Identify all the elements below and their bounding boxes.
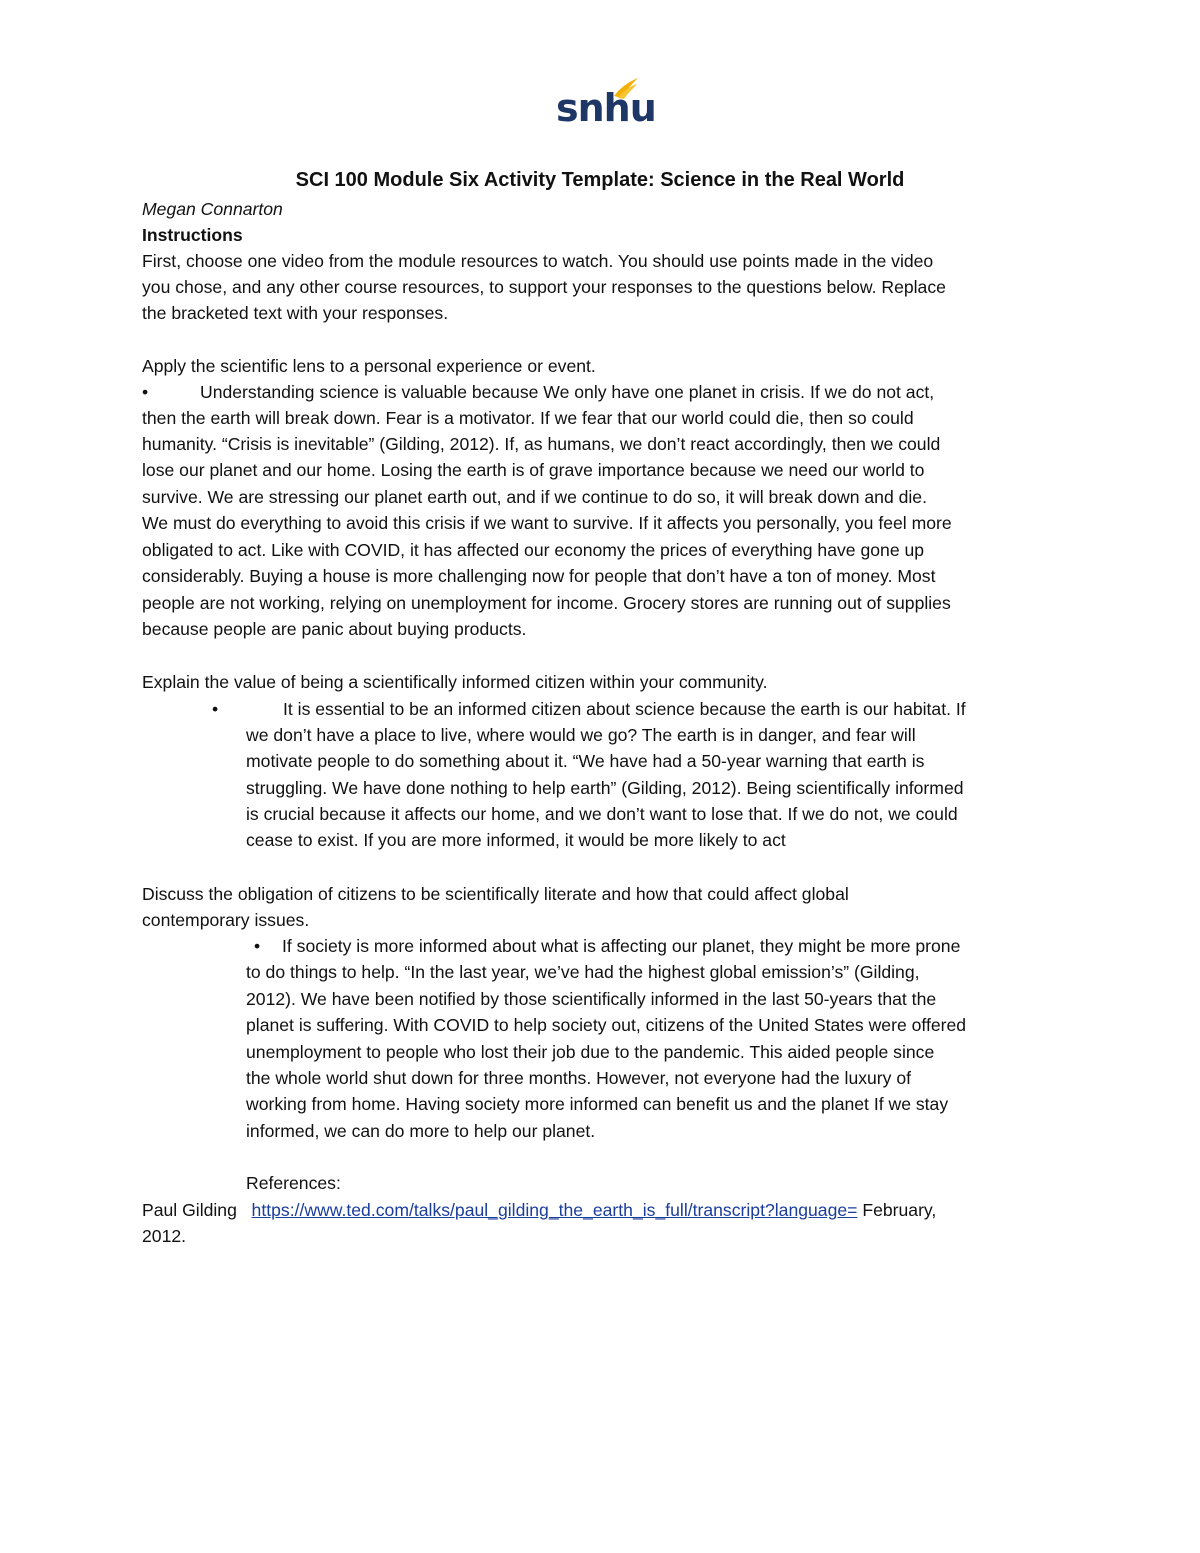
response-2-line: cease to exist. If you are more informed, it would be more likely to act [246, 830, 786, 850]
reference-date-cont: 2012. [142, 1226, 187, 1246]
instructions-line: you chose, and any other course resources, to support your responses to the questions below. Replace [142, 277, 946, 297]
response-3-line: the whole world shut down for three months. However, not everyone had the luxury of [246, 1068, 912, 1088]
reference-date: February, [862, 1200, 937, 1220]
response-1-line: because people are panic about buying products. [142, 619, 527, 639]
response-3-line: unemployment to people who lost their job due to the pandemic. This aided people since [246, 1042, 935, 1062]
prompt-1: Apply the scientific lens to a personal experience or event. [142, 356, 596, 376]
response-1-line: then the earth will break down. Fear is a motivator. If we fear that our world could die, then so could [142, 408, 914, 428]
response-3-line: informed, we can do more to help our planet. [246, 1121, 596, 1141]
response-2-line: is crucial because it affects our home, and we don’t want to lose that. If we do not, we could [246, 804, 958, 824]
instructions-heading: Instructions [142, 225, 243, 245]
response-1-line: survive. We are stressing our planet earth out, and if we continue to do so, it will break down and die. [142, 487, 927, 507]
response-3-line: planet is suffering. With COVID to help society out, citizens of the United States were offered [246, 1015, 967, 1035]
response-1-line: humanity. “Crisis is inevitable” (Gilding, 2012). If, as humans, we don’t react accordingly, then we could [142, 434, 941, 454]
snhu-logo [556, 74, 656, 134]
reference-link[interactable]: https://www.ted.com/talks/paul_gilding_the_earth_is_full/transcript?language= [251, 1200, 858, 1220]
response-1-line: We must do everything to avoid this crisis if we want to survive. If it affects you personally, you feel more [142, 513, 952, 533]
response-1-line: obligated to act. Like with COVID, it has affected our economy the prices of everything have gone up [142, 540, 925, 560]
bullet-3: • [254, 936, 261, 956]
response-3-first-line: If society is more informed about what is affecting our planet, they might be more prone [282, 936, 961, 956]
response-1-line: lose our planet and our home. Losing the earth is of grave importance because we need our world to [142, 460, 925, 480]
prompt-3-line: Discuss the obligation of citizens to be scientifically literate and how that could affect global [142, 884, 849, 904]
response-2-line: struggling. We have done nothing to help earth” (Gilding, 2012). Being scientifically informed [246, 778, 964, 798]
instructions-line: First, choose one video from the module resources to watch. You should use points made in the video [142, 251, 934, 271]
response-1-first-line: Understanding science is valuable because We only have one planet in crisis. If we do not act, [200, 382, 935, 402]
response-2-line: motivate people to do something about it. “We have had a 50-year warning that earth is [246, 751, 925, 771]
response-2-line: we don’t have a place to live, where would we go? The earth is in danger, and fear will [246, 725, 916, 745]
response-2-first-line: It is essential to be an informed citizen about science because the earth is our habitat. If [283, 699, 966, 719]
logo-text: snhu [556, 86, 656, 130]
response-1-line: people are not working, relying on unemployment for income. Grocery stores are running out of supplies [142, 593, 951, 613]
instructions-line: the bracketed text with your responses. [142, 303, 449, 323]
author-name: Megan Connarton [142, 199, 283, 219]
response-3-line: to do things to help. “In the last year, we’ve had the highest global emission’s” (Gilding, [246, 962, 920, 982]
document-title: SCI 100 Module Six Activity Template: Science in the Real World [295, 169, 905, 191]
prompt-3-line: contemporary issues. [142, 910, 310, 930]
reference-entry [142, 1197, 936, 1223]
response-3-line: 2012). We have been notified by those scientifically informed in the last 50-years that the [246, 989, 937, 1009]
response-1-line: considerably. Buying a house is more challenging now for people that don’t have a ton of money. Most [142, 566, 936, 586]
bullet-2: • [212, 699, 219, 719]
reference-author: Paul Gilding [142, 1200, 237, 1220]
bullet-1: • [142, 382, 149, 402]
response-3-line: working from home. Having society more informed can benefit us and the planet If we stay [246, 1094, 949, 1114]
prompt-2: Explain the value of being a scientifically informed citizen within your community. [142, 672, 768, 692]
references-heading: References: [246, 1173, 341, 1193]
